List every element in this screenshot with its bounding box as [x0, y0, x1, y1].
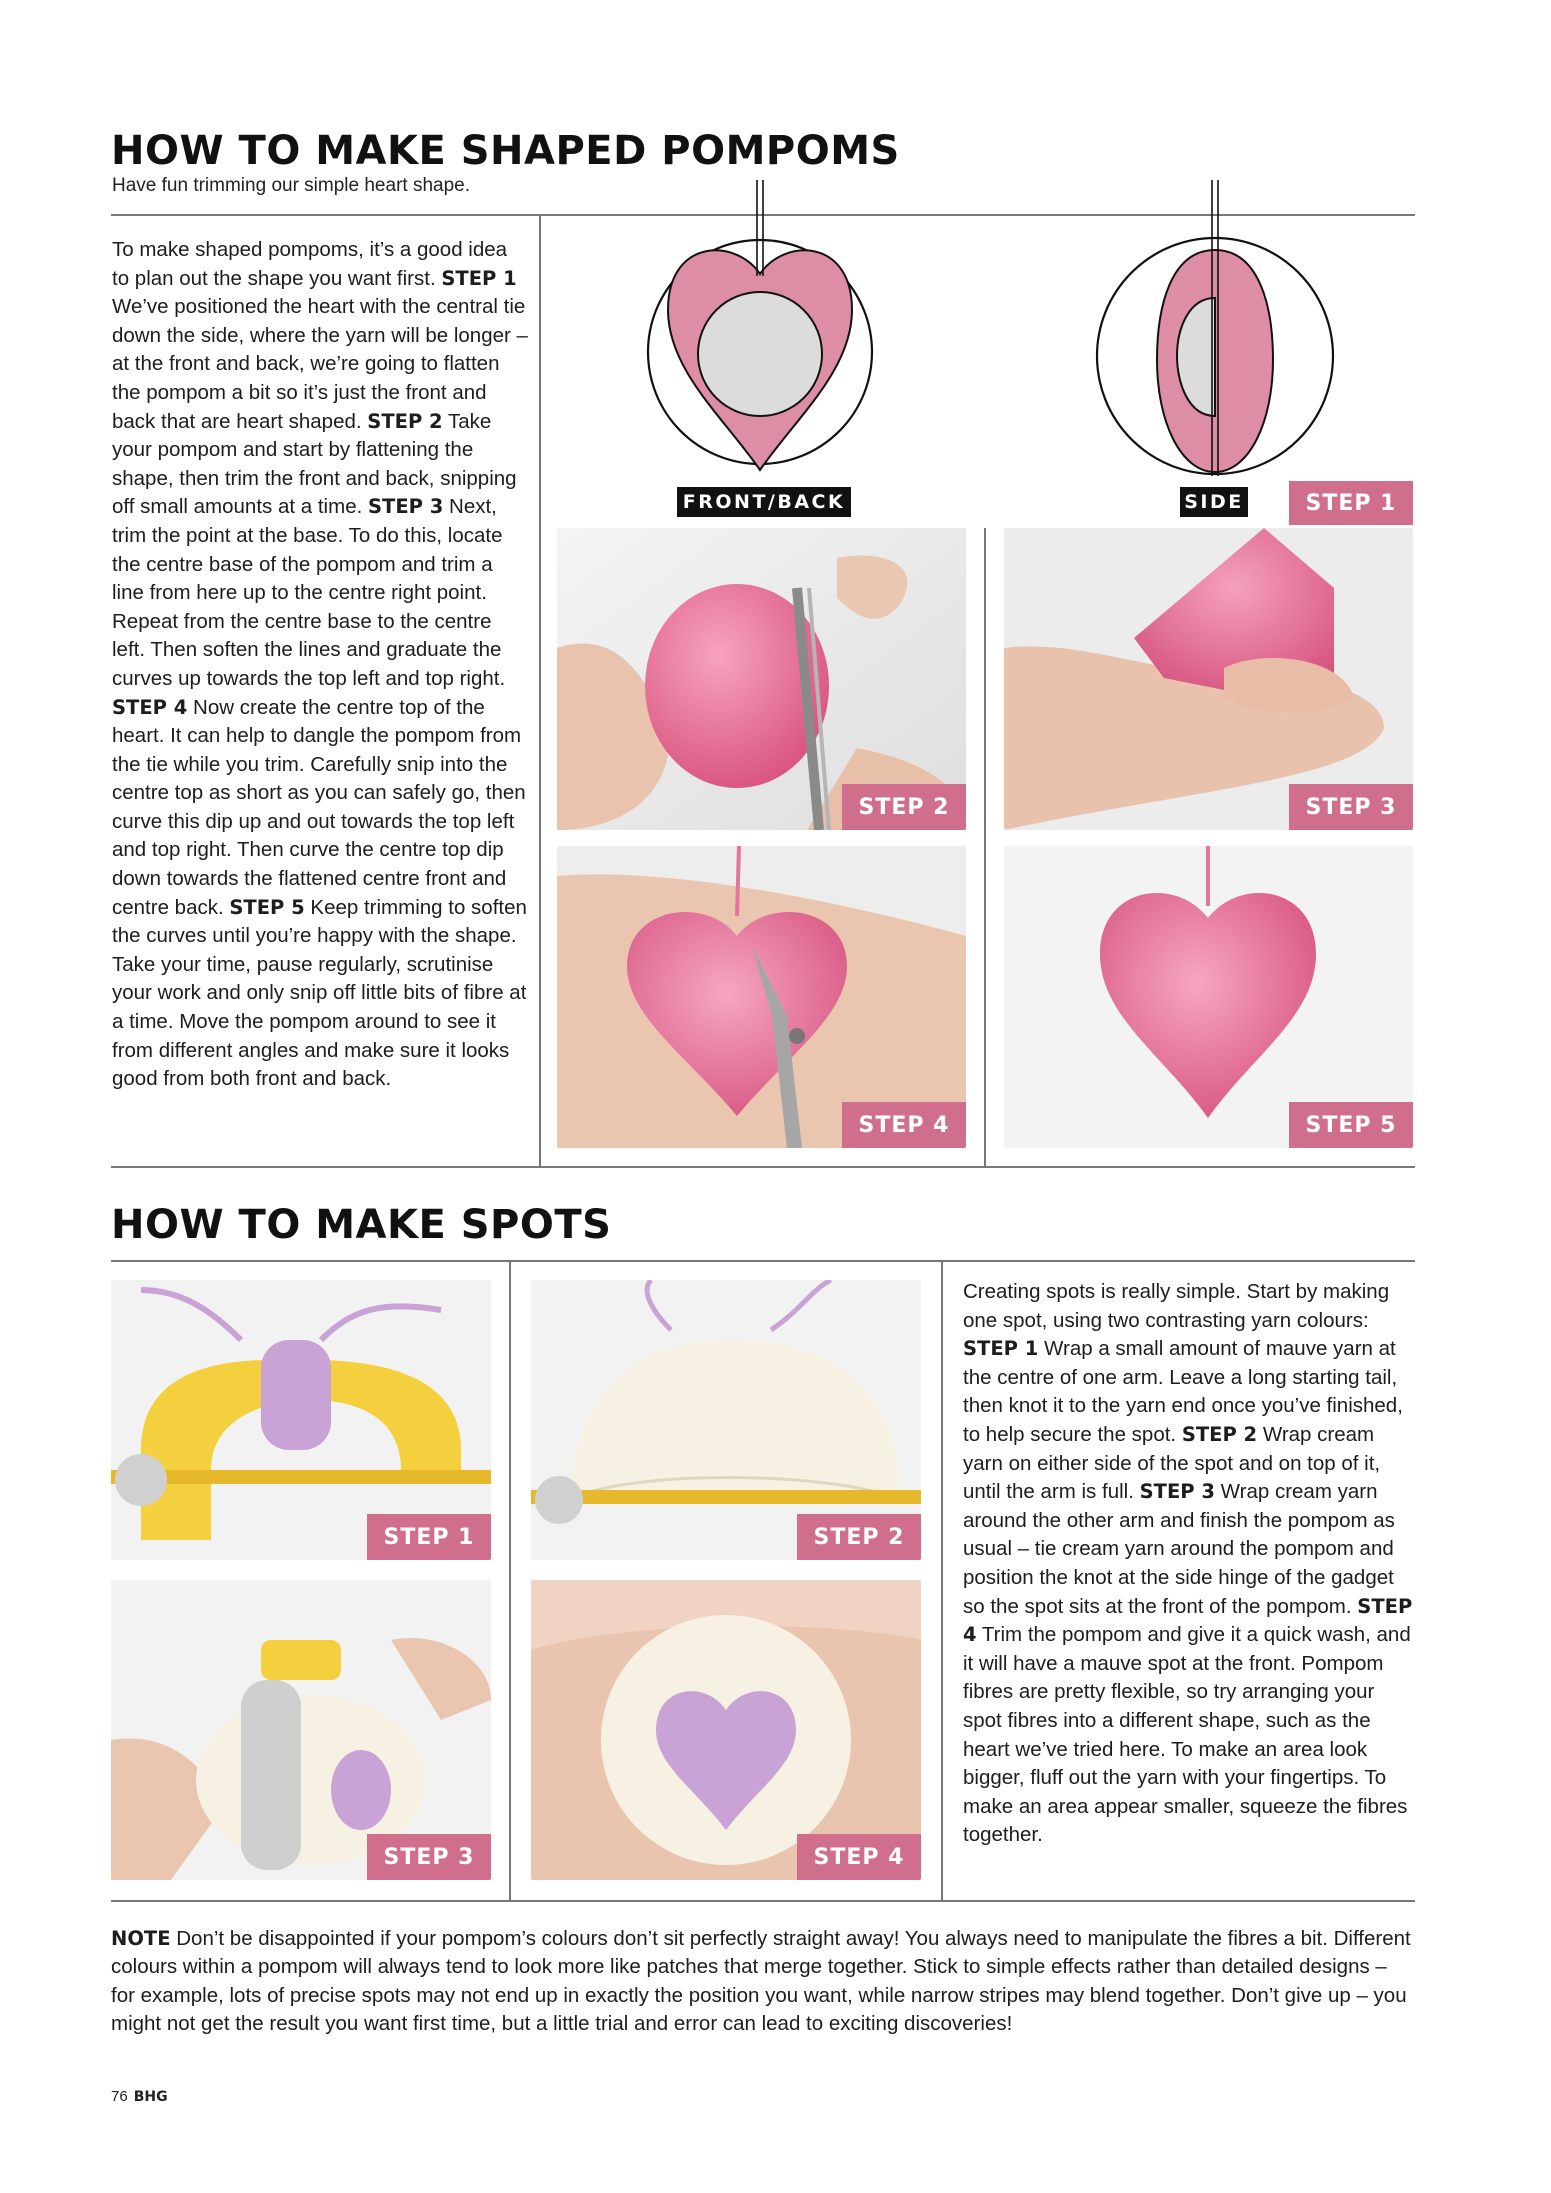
photo-spot-step3 [111, 1580, 491, 1880]
page-footer [111, 2088, 168, 2105]
section2-title: HOW TO MAKE SPOTS [111, 1202, 612, 1248]
step-label: STEP 4 [112, 695, 188, 719]
section1-instructions [112, 236, 528, 1094]
step-text: Keep trimming to soften the curves until you’re happy with the shape. Take your time, pause regularly, scrutinise your work and only snip off little bits of fibre at a time. Move the pompom around to see it from different angles and make sure it looks good from both front and back. [112, 895, 527, 1091]
step-label: STEP 3 [368, 495, 444, 519]
step-text: Wrap cream yarn on either side of the spot and on top of it, until the arm is full. [963, 1422, 1381, 1504]
intro-text: Creating spots is really simple. Start by making one spot, using two contrasting yarn colours: [963, 1280, 1390, 1332]
photo-step5-heart [1004, 846, 1413, 1148]
heart-diagram-side [1085, 180, 1345, 490]
step-badge: STEP 3 [1289, 784, 1413, 830]
step-badge: STEP 2 [842, 784, 966, 830]
divider [509, 1260, 511, 1900]
step-badge: STEP 1 [367, 1514, 491, 1560]
step-label: STEP 2 [367, 409, 443, 433]
step-label: STEP 5 [229, 895, 305, 919]
step-text: Wrap cream yarn around the other arm and finish the pompom as usual – tie cream yarn around the pompom and position the knot at the side hinge of the gadget so the spot sits at the front of the pompom. [963, 1480, 1395, 1618]
step-text: Take your pompom and start by flattening the shape, then trim the front and back, snipping off small amounts at a time. [112, 409, 517, 519]
heart-diagram-front [630, 180, 890, 490]
step-label: STEP 1 [963, 1337, 1039, 1361]
step-badge: STEP 1 [1289, 481, 1413, 525]
photo-spot-step4 [531, 1580, 921, 1880]
step-label: STEP 2 [1181, 1422, 1258, 1446]
note-paragraph [111, 1925, 1415, 2039]
step-label: STEP 1 [441, 266, 517, 290]
step-badge: STEP 4 [842, 1102, 966, 1148]
step-badge: STEP 5 [1289, 1102, 1413, 1148]
divider [111, 1900, 1415, 1902]
photo-step2-trimming [557, 528, 966, 830]
side-label: SIDE [1180, 487, 1248, 517]
divider [111, 1260, 1415, 1262]
step-badge: STEP 3 [367, 1834, 491, 1880]
intro-text: To make shaped pompoms, it’s a good idea to plan out the shape you want first. [112, 238, 508, 290]
note-text: Don’t be disappointed if your pompom’s colours don’t sit perfectly straight away! You always need to manipulate the fibres a bit. Different colours within a pompom will always tend to look more like patches that merge together. Stick to simple effects rather than detailed designs – for example, lots of precise spots may not end up in exactly the position you want, while narrow stripes may blend together. Don’t give up – you might not get the result you want first time, but a little trial and error can lead to exciting discoveries! [111, 1927, 1411, 2036]
page-number: 76 [111, 2088, 128, 2105]
step-text: Trim the pompom and give it a quick wash, and it will have a mauve spot at the front. Pompom fibres are pretty flexible, so try arranging your spot fibres into a different shape, such as the heart we’ve tried here. To make an area look bigger, fluff out the yarn with your fingertips. To make an area appear smaller, squeeze the fibres together. [963, 1623, 1411, 1847]
step-label: STEP 4 [963, 1594, 1413, 1647]
step-text: We’ve positioned the heart with the central tie down the side, where the yarn will be longer – at the front and back, we’re going to flatten the pompom a bit so it’s just the front and back that are heart shaped. [112, 295, 528, 433]
step-text: Wrap a small amount of mauve yarn at the centre of one arm. Leave a long starting tail, then knot it to the yarn end once you’ve finished, to help secure the spot. [963, 1337, 1403, 1446]
step-badge: STEP 4 [797, 1834, 921, 1880]
section2-instructions [963, 1278, 1415, 1850]
step-text: Next, trim the point at the base. To do this, locate the centre base of the pompom and trim a line from here up to the centre right point. Repeat from the centre base to the centre left. Then soften the lines and graduate the curves up towards the top left and top right. [112, 495, 506, 690]
divider [941, 1260, 943, 1900]
step-label: STEP 3 [1139, 1480, 1215, 1504]
photo-spot-step1 [111, 1280, 491, 1560]
divider [111, 1166, 1415, 1168]
note-label: NOTE [111, 1927, 171, 1950]
photo-step3-trimming [1004, 528, 1413, 830]
divider [984, 528, 986, 1166]
front-back-label: FRONT/BACK [677, 487, 851, 517]
section1-subtitle: Have fun trimming our simple heart shape. [112, 175, 470, 196]
photo-spot-step2 [531, 1280, 921, 1560]
step-text: Now create the centre top of the heart. It can help to dangle the pompom from the tie while you trim. Carefully snip into the centre top as short as you can safely go, then curve this dip up and out towards the top left and top right. Then curve the centre top dip down towards the flattened centre front and centre back. [112, 695, 526, 919]
section1-title: HOW TO MAKE SHAPED POMPOMS [111, 128, 900, 174]
photo-step4-trimming [557, 846, 966, 1148]
brand-name: BHG [133, 2089, 168, 2105]
step-badge: STEP 2 [797, 1514, 921, 1560]
divider [539, 214, 541, 1166]
